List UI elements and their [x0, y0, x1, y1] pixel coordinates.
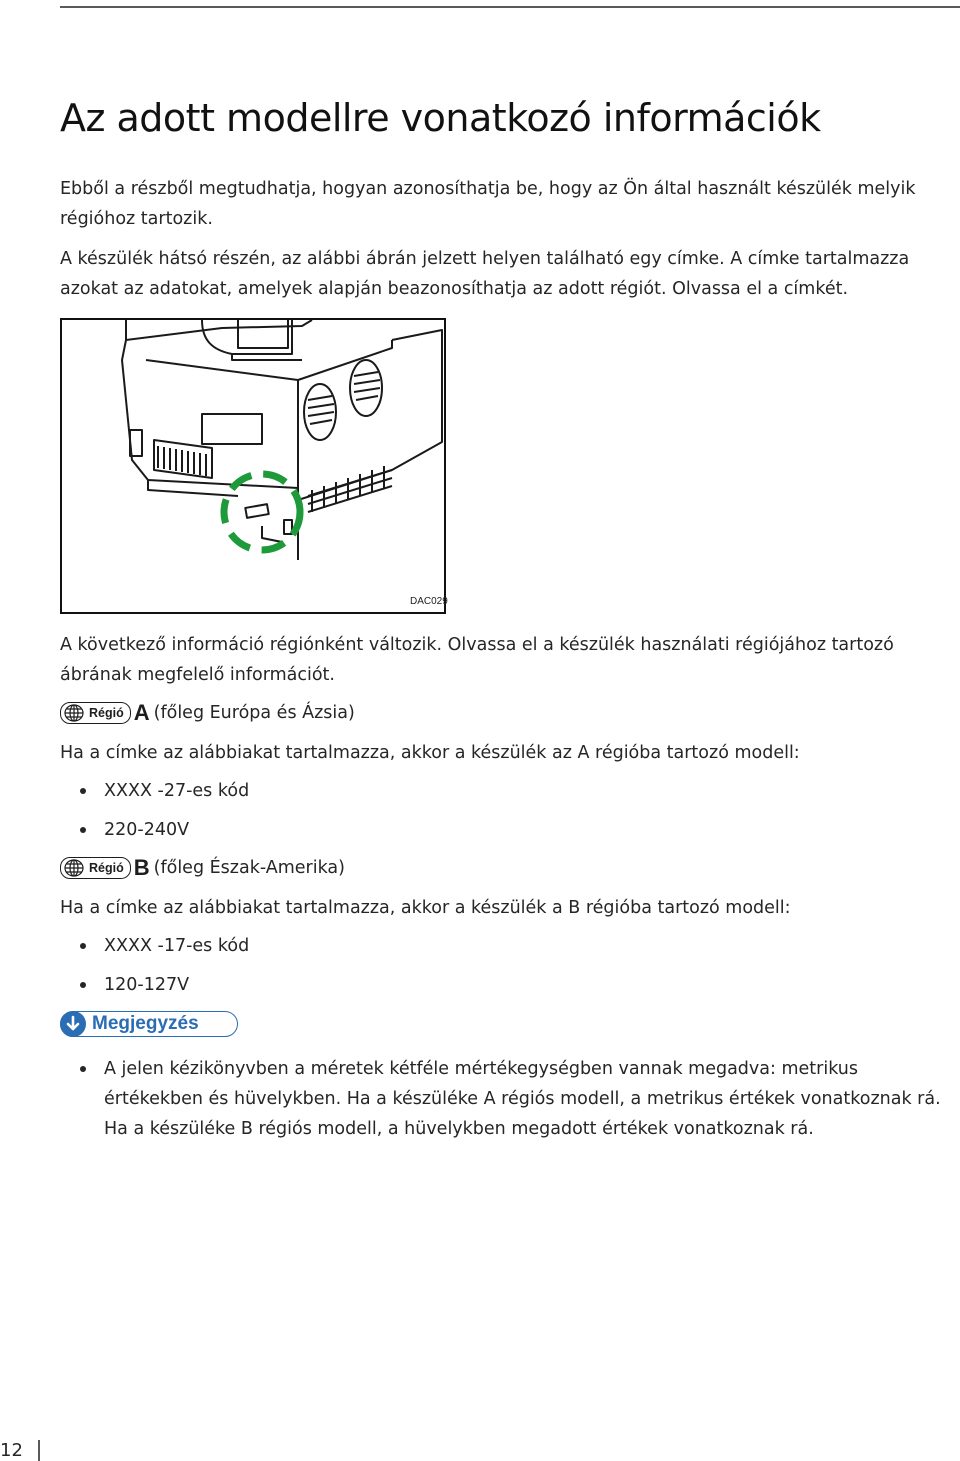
region-b-text: Ha a címke az alábbiakat tartalmazza, akkor a készülék a B régióba tartozó modell: [60, 898, 791, 918]
globe-icon [63, 704, 85, 722]
region-a-list [60, 776, 249, 854]
region-b-badge [60, 857, 150, 879]
list-item: 220-240V [60, 815, 249, 854]
region-a-caption: (főleg Európa és Ázsia) [153, 703, 355, 723]
region-a-letter: A [133, 700, 150, 725]
globe-icon [63, 859, 85, 877]
list-item: XXXX -17-es kód [60, 931, 249, 970]
intro-paragraph: Ebből a részből megtudhatja, hogyan azonosíthatja be, hogy az Ön által használt készülék melyik régióhoz tartozik. [60, 179, 916, 229]
region-a-text: Ha a címke az alábbiakat tartalmazza, akkor a készülék az A régióba tartozó modell: [60, 743, 800, 763]
top-rule [60, 6, 960, 8]
list-item: XXXX -27-es kód [60, 776, 249, 815]
list-item: 120-127V [60, 970, 249, 1009]
region-a-heading [60, 698, 355, 728]
page-title: Az adott modellre vonatkozó információk [60, 96, 821, 140]
note-heading [60, 1011, 240, 1039]
region-b-list [60, 931, 249, 1009]
region-badge-label: Régió [89, 706, 124, 720]
down-arrow-icon [60, 1011, 86, 1037]
note-label: Megjegyzés [92, 1013, 199, 1034]
label-location-paragraph: A készülék hátsó részén, az alábbi ábrán jelzett helyen található egy címke. A címke tartalmazza azokat az adatokat, amelyek alapján beazonosíthatja az adott régiót. Olvassa el a címkét. [60, 249, 910, 299]
page-number-rule [38, 1440, 40, 1461]
region-a-badge [60, 702, 150, 724]
printer-back-drawing [62, 320, 444, 612]
region-b-letter: B [133, 855, 150, 880]
note-list [60, 1054, 950, 1144]
region-b-caption: (főleg Észak-Amerika) [153, 858, 345, 878]
region-b-heading [60, 853, 345, 883]
note-item: A jelen kézikönyvben a méretek kétféle mértékegységben vannak megadva: metrikus értékekben és hüvelykben. Ha a készüléke A régiós modell, a metrikus értékek vonatkoznak rá. Ha a készüléke B régiós modell, a hüvelykben megadott értékek vonatkoznak rá. [60, 1054, 950, 1144]
page-number: 12 [0, 1440, 23, 1461]
region-badge-label: Régió [89, 861, 124, 875]
printer-back-illustration [60, 318, 446, 614]
region-varies-paragraph: A következő információ régiónként változik. Olvassa el a készülék használati régiójához tartozó ábrának megfelelő információt. [60, 635, 894, 685]
figure-code: DAC029 [410, 596, 448, 607]
